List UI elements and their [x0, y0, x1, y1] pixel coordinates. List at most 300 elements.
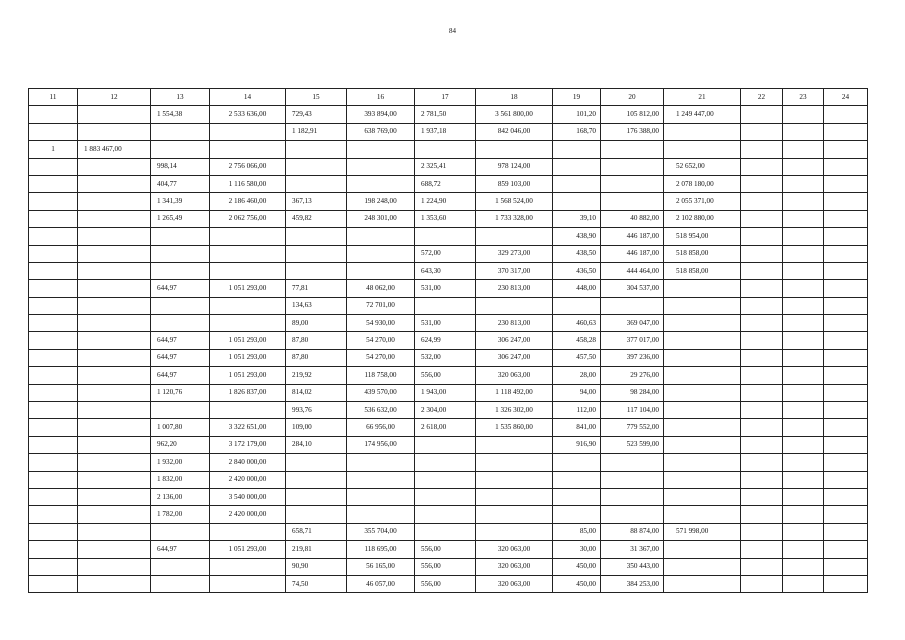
- table-cell: [151, 228, 210, 245]
- table-cell: [664, 558, 741, 575]
- table-cell: [29, 402, 78, 419]
- table-cell: 320 063,00: [476, 558, 553, 575]
- table-cell: 1 120,76: [151, 384, 210, 401]
- table-cell: 109,00: [286, 419, 347, 436]
- table-cell: [783, 436, 824, 453]
- table-row: [29, 158, 868, 175]
- column-header: 17: [415, 89, 476, 106]
- table-cell: [824, 506, 868, 523]
- table-cell: [476, 436, 553, 453]
- column-header: 20: [601, 89, 664, 106]
- table-cell: [601, 175, 664, 192]
- table-cell: 2 304,00: [415, 402, 476, 419]
- table-cell: 3 561 800,00: [476, 106, 553, 123]
- table-cell: 658,71: [286, 523, 347, 540]
- table-cell: 842 046,00: [476, 123, 553, 140]
- table-cell: 1 051 293,00: [210, 541, 286, 558]
- table-cell: 1 265,49: [151, 210, 210, 227]
- table-cell: 248 301,00: [347, 210, 415, 227]
- table-row: [29, 106, 868, 123]
- table-cell: 30,00: [553, 541, 601, 558]
- table-cell: [210, 141, 286, 158]
- table-cell: [415, 297, 476, 314]
- table-cell: [824, 488, 868, 505]
- table-cell: 117 104,00: [601, 402, 664, 419]
- table-cell: [286, 488, 347, 505]
- table-cell: [824, 436, 868, 453]
- table-cell: 962,20: [151, 436, 210, 453]
- table-cell: 1 568 524,00: [476, 193, 553, 210]
- table-cell: [286, 228, 347, 245]
- table-cell: 2 420 000,00: [210, 506, 286, 523]
- table-cell: 448,00: [553, 280, 601, 297]
- table-cell: [824, 262, 868, 279]
- table-cell: 572,00: [415, 245, 476, 262]
- table-cell: 532,00: [415, 349, 476, 366]
- table-cell: 1 733 328,00: [476, 210, 553, 227]
- table-cell: [78, 541, 151, 558]
- table-cell: 1: [29, 141, 78, 158]
- table-cell: [151, 141, 210, 158]
- table-cell: [29, 384, 78, 401]
- table-cell: 46 057,00: [347, 575, 415, 592]
- column-header: 15: [286, 89, 347, 106]
- table-cell: 230 813,00: [476, 315, 553, 332]
- table-cell: 3 172 179,00: [210, 436, 286, 453]
- table-cell: [415, 471, 476, 488]
- table-cell: [78, 158, 151, 175]
- table-cell: [824, 123, 868, 140]
- table-cell: [415, 141, 476, 158]
- table-row: [29, 297, 868, 314]
- table-cell: [29, 523, 78, 540]
- table-cell: [476, 454, 553, 471]
- table-header-row: [29, 89, 868, 106]
- table-cell: [210, 297, 286, 314]
- table-cell: [347, 175, 415, 192]
- table-cell: 460,63: [553, 315, 601, 332]
- table-cell: [286, 262, 347, 279]
- table-cell: 644,97: [151, 349, 210, 366]
- table-row: [29, 141, 868, 158]
- table-cell: 450,00: [553, 558, 601, 575]
- table-cell: [601, 141, 664, 158]
- data-table: [28, 88, 868, 593]
- table-cell: 134,63: [286, 297, 347, 314]
- table-cell: [29, 436, 78, 453]
- table-cell: 729,43: [286, 106, 347, 123]
- table-cell: [151, 558, 210, 575]
- table-cell: [824, 471, 868, 488]
- table-cell: [29, 245, 78, 262]
- table-cell: [553, 488, 601, 505]
- table-cell: [664, 315, 741, 332]
- table-cell: 2 102 880,00: [664, 210, 741, 227]
- table-cell: 459,82: [286, 210, 347, 227]
- column-header: 14: [210, 89, 286, 106]
- table-cell: [664, 402, 741, 419]
- table-cell: [29, 558, 78, 575]
- table-cell: 439 570,00: [347, 384, 415, 401]
- table-cell: 1 118 492,00: [476, 384, 553, 401]
- table-cell: [286, 506, 347, 523]
- table-cell: 556,00: [415, 558, 476, 575]
- table-cell: 397 236,00: [601, 349, 664, 366]
- table-cell: [151, 123, 210, 140]
- table-cell: 284,10: [286, 436, 347, 453]
- table-cell: 2 533 636,00: [210, 106, 286, 123]
- table-cell: [151, 262, 210, 279]
- table-cell: [824, 158, 868, 175]
- table-cell: [783, 367, 824, 384]
- table-cell: [741, 367, 783, 384]
- table-cell: [29, 367, 78, 384]
- table-cell: [286, 245, 347, 262]
- table-cell: 1 937,18: [415, 123, 476, 140]
- table-cell: [741, 384, 783, 401]
- table-cell: [286, 471, 347, 488]
- table-cell: [741, 228, 783, 245]
- table-cell: [741, 402, 783, 419]
- table-cell: [476, 297, 553, 314]
- table-cell: 48 062,00: [347, 280, 415, 297]
- table-cell: [286, 158, 347, 175]
- table-cell: [824, 575, 868, 592]
- table-cell: 2 136,00: [151, 488, 210, 505]
- table-cell: [415, 506, 476, 523]
- table-cell: [347, 488, 415, 505]
- table-cell: [29, 210, 78, 227]
- table-cell: [783, 488, 824, 505]
- table-row: [29, 488, 868, 505]
- column-header: 12: [78, 89, 151, 106]
- table-cell: [347, 228, 415, 245]
- table-cell: 531,00: [415, 280, 476, 297]
- table-cell: [664, 280, 741, 297]
- table-cell: 1 116 580,00: [210, 175, 286, 192]
- table-cell: [741, 419, 783, 436]
- table-cell: 304 537,00: [601, 280, 664, 297]
- table-cell: [210, 558, 286, 575]
- table-cell: 2 781,50: [415, 106, 476, 123]
- table-row: [29, 454, 868, 471]
- table-row: [29, 523, 868, 540]
- table-cell: [553, 297, 601, 314]
- table-cell: 90,90: [286, 558, 347, 575]
- table-cell: 370 317,00: [476, 262, 553, 279]
- table-cell: [151, 245, 210, 262]
- table-cell: [741, 471, 783, 488]
- table-cell: [286, 141, 347, 158]
- table-row: [29, 280, 868, 297]
- table-cell: [741, 141, 783, 158]
- table-cell: 306 247,00: [476, 349, 553, 366]
- table-cell: [29, 471, 78, 488]
- table-cell: 393 894,00: [347, 106, 415, 123]
- table-cell: [29, 419, 78, 436]
- table-cell: [664, 541, 741, 558]
- table-cell: 998,14: [151, 158, 210, 175]
- table-cell: 1 883 467,00: [78, 141, 151, 158]
- table-cell: 518 954,00: [664, 228, 741, 245]
- table-cell: [29, 280, 78, 297]
- table-cell: 438,50: [553, 245, 601, 262]
- table-cell: 644,97: [151, 332, 210, 349]
- table-cell: 367,13: [286, 193, 347, 210]
- table-cell: 814,02: [286, 384, 347, 401]
- table-cell: [601, 471, 664, 488]
- table-cell: 377 017,00: [601, 332, 664, 349]
- table-cell: 219,81: [286, 541, 347, 558]
- table-cell: [741, 454, 783, 471]
- table-cell: [553, 471, 601, 488]
- table-cell: [824, 297, 868, 314]
- table-cell: [347, 454, 415, 471]
- table-cell: 1 051 293,00: [210, 280, 286, 297]
- column-header: 18: [476, 89, 553, 106]
- table-cell: [78, 228, 151, 245]
- table-cell: 77,81: [286, 280, 347, 297]
- table-cell: [741, 436, 783, 453]
- table-cell: [783, 141, 824, 158]
- table-cell: [664, 419, 741, 436]
- table-cell: 54 270,00: [347, 349, 415, 366]
- table-cell: [78, 175, 151, 192]
- table-cell: [29, 193, 78, 210]
- table-cell: 105 812,00: [601, 106, 664, 123]
- table-cell: [824, 367, 868, 384]
- table-cell: [824, 106, 868, 123]
- table-cell: [553, 193, 601, 210]
- table-cell: 118 758,00: [347, 367, 415, 384]
- table-cell: [78, 419, 151, 436]
- table-cell: 978 124,00: [476, 158, 553, 175]
- table-cell: [741, 297, 783, 314]
- table-cell: [783, 106, 824, 123]
- table-cell: [783, 541, 824, 558]
- table-cell: [78, 106, 151, 123]
- table-cell: [664, 297, 741, 314]
- table-cell: 536 632,00: [347, 402, 415, 419]
- table-cell: [210, 575, 286, 592]
- table-cell: 2 756 066,00: [210, 158, 286, 175]
- table-cell: [476, 141, 553, 158]
- table-cell: [824, 141, 868, 158]
- table-row: [29, 419, 868, 436]
- table-cell: 644,97: [151, 367, 210, 384]
- table-cell: 643,30: [415, 262, 476, 279]
- table-cell: [824, 454, 868, 471]
- table-cell: [286, 175, 347, 192]
- table-cell: [78, 488, 151, 505]
- table-row: [29, 349, 868, 366]
- table-cell: [783, 575, 824, 592]
- table-cell: [415, 488, 476, 505]
- table-cell: [553, 175, 601, 192]
- table-cell: [601, 506, 664, 523]
- table-cell: [553, 506, 601, 523]
- table-cell: [783, 558, 824, 575]
- table-row: [29, 402, 868, 419]
- table-cell: 624,99: [415, 332, 476, 349]
- table-cell: 993,76: [286, 402, 347, 419]
- table-cell: [824, 349, 868, 366]
- table-cell: [601, 158, 664, 175]
- table-cell: [741, 332, 783, 349]
- table-cell: 94,00: [553, 384, 601, 401]
- table-cell: [783, 175, 824, 192]
- table-cell: [347, 471, 415, 488]
- table-cell: [783, 280, 824, 297]
- table-cell: 531,00: [415, 315, 476, 332]
- table-cell: [78, 349, 151, 366]
- table-cell: [741, 488, 783, 505]
- table-cell: 2 840 000,00: [210, 454, 286, 471]
- table-cell: 72 701,00: [347, 297, 415, 314]
- table-cell: [664, 506, 741, 523]
- table-cell: [29, 106, 78, 123]
- table-cell: 87,80: [286, 332, 347, 349]
- table-cell: [601, 454, 664, 471]
- table-cell: 31 367,00: [601, 541, 664, 558]
- table-cell: [210, 123, 286, 140]
- table-cell: 1 007,80: [151, 419, 210, 436]
- table-cell: [29, 158, 78, 175]
- column-header: 16: [347, 89, 415, 106]
- table-cell: [741, 245, 783, 262]
- table-cell: 320 063,00: [476, 575, 553, 592]
- table-cell: 1 782,00: [151, 506, 210, 523]
- table-cell: [824, 210, 868, 227]
- table-cell: [29, 506, 78, 523]
- column-header: 13: [151, 89, 210, 106]
- table-cell: 518 858,00: [664, 245, 741, 262]
- table-cell: [151, 402, 210, 419]
- table-cell: 436,50: [553, 262, 601, 279]
- table-row: [29, 175, 868, 192]
- table-cell: 1 249 447,00: [664, 106, 741, 123]
- table-cell: 1 051 293,00: [210, 332, 286, 349]
- table-row: [29, 315, 868, 332]
- table-cell: [664, 488, 741, 505]
- table-cell: 118 695,00: [347, 541, 415, 558]
- table-cell: [210, 228, 286, 245]
- table-cell: 2 618,00: [415, 419, 476, 436]
- table-cell: [783, 193, 824, 210]
- table-cell: [78, 297, 151, 314]
- table-cell: [78, 332, 151, 349]
- table-cell: 556,00: [415, 575, 476, 592]
- table-cell: [29, 488, 78, 505]
- table-cell: 28,00: [553, 367, 601, 384]
- table-row: [29, 541, 868, 558]
- table-cell: 450,00: [553, 575, 601, 592]
- table-cell: 168,70: [553, 123, 601, 140]
- table-cell: 88 874,00: [601, 523, 664, 540]
- table-cell: 779 552,00: [601, 419, 664, 436]
- table-cell: 1 051 293,00: [210, 349, 286, 366]
- table-cell: [78, 402, 151, 419]
- table-cell: 2 325,41: [415, 158, 476, 175]
- table-cell: 219,92: [286, 367, 347, 384]
- table-cell: [741, 506, 783, 523]
- table-cell: 98 284,00: [601, 384, 664, 401]
- column-header: 23: [783, 89, 824, 106]
- table-cell: [151, 575, 210, 592]
- table-cell: [741, 193, 783, 210]
- table-cell: 1 554,38: [151, 106, 210, 123]
- table-cell: [78, 523, 151, 540]
- table-cell: [824, 245, 868, 262]
- column-header: 11: [29, 89, 78, 106]
- table-cell: 644,97: [151, 280, 210, 297]
- table-cell: [29, 454, 78, 471]
- table-cell: 1 932,00: [151, 454, 210, 471]
- table-cell: [783, 245, 824, 262]
- table-row: [29, 210, 868, 227]
- table-cell: 54 930,00: [347, 315, 415, 332]
- column-header: 22: [741, 89, 783, 106]
- table-cell: [476, 228, 553, 245]
- table-cell: 56 165,00: [347, 558, 415, 575]
- table-cell: [210, 245, 286, 262]
- table-cell: 688,72: [415, 175, 476, 192]
- table-cell: 101,20: [553, 106, 601, 123]
- table-cell: [476, 471, 553, 488]
- table-cell: [78, 262, 151, 279]
- table-cell: [741, 523, 783, 540]
- table-cell: [286, 454, 347, 471]
- table-row: [29, 245, 868, 262]
- table-row: [29, 262, 868, 279]
- table-cell: [347, 141, 415, 158]
- table-row: [29, 558, 868, 575]
- table-cell: 556,00: [415, 367, 476, 384]
- table-cell: [783, 349, 824, 366]
- table-cell: [664, 575, 741, 592]
- table-row: [29, 471, 868, 488]
- table-cell: 1 224,90: [415, 193, 476, 210]
- table-cell: [783, 123, 824, 140]
- table-cell: [78, 575, 151, 592]
- table-cell: [553, 141, 601, 158]
- table-cell: [741, 280, 783, 297]
- table-cell: 644,97: [151, 541, 210, 558]
- page-number: 84: [449, 27, 456, 35]
- table-cell: [741, 123, 783, 140]
- table-cell: 556,00: [415, 541, 476, 558]
- table-cell: [601, 297, 664, 314]
- table-cell: [664, 332, 741, 349]
- table-cell: [824, 558, 868, 575]
- table-cell: [78, 506, 151, 523]
- table-cell: [783, 523, 824, 540]
- table-cell: [151, 315, 210, 332]
- table-row: [29, 193, 868, 210]
- table-cell: [78, 436, 151, 453]
- table-cell: [151, 297, 210, 314]
- table-cell: [741, 541, 783, 558]
- table-row: [29, 575, 868, 592]
- table-cell: [29, 541, 78, 558]
- table-row: [29, 384, 868, 401]
- table-cell: 1 051 293,00: [210, 367, 286, 384]
- table-cell: [29, 262, 78, 279]
- table-cell: 2 078 180,00: [664, 175, 741, 192]
- table-cell: 306 247,00: [476, 332, 553, 349]
- table-cell: [783, 228, 824, 245]
- table-cell: 87,80: [286, 349, 347, 366]
